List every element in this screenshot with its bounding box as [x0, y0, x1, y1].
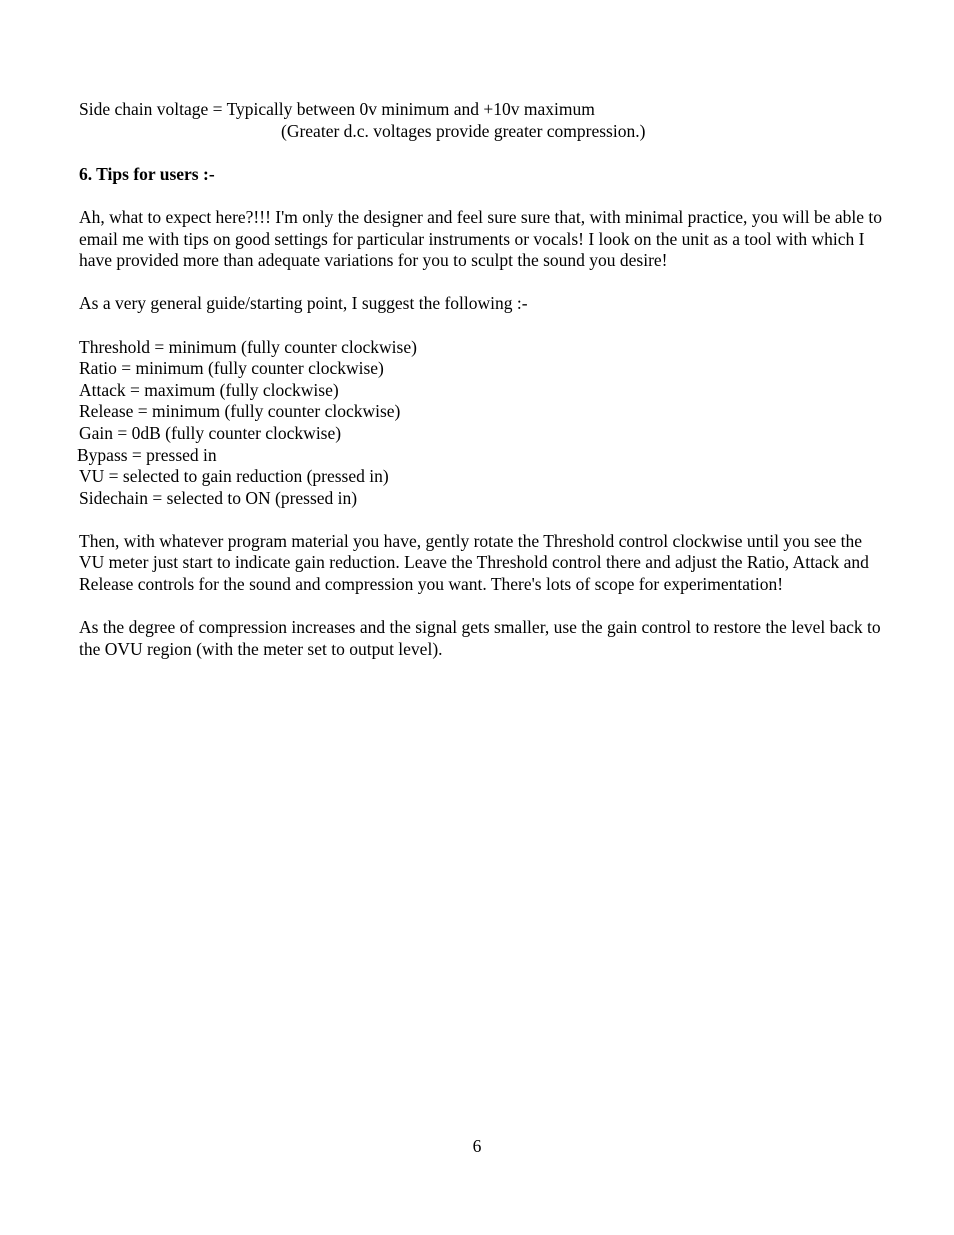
setting-gain: Gain = 0dB (fully counter clockwise) — [79, 422, 342, 443]
setting-sidechain: Sidechain = selected to ON (pressed in) — [79, 487, 358, 508]
settings-list — [79, 337, 889, 510]
setting-attack: Attack = maximum (fully clockwise) — [79, 379, 339, 400]
sidechain-voltage-note: (Greater d.c. voltages provide greater compression.) — [281, 120, 646, 141]
setting-release: Release = minimum (fully counter clockwise) — [79, 401, 401, 422]
setting-ratio: Ratio = minimum (fully counter clockwise) — [79, 358, 384, 379]
setting-threshold: Threshold = minimum (fully counter clockwise) — [79, 336, 417, 357]
compression-paragraph: As the degree of compression increases and the signal gets smaller, use the gain control to restore the level back to the OVU region (with the meter set to output level). — [79, 617, 881, 659]
then-paragraph: Then, with whatever program material you have, gently rotate the Threshold control clockwise until you see the VU meter just start to indicate gain reduction. Leave the Threshold control there and adjust the Ratio, Attack and Release controls for the sound and compression you want. There's lots of scope for experimentation! — [79, 530, 869, 595]
section-heading: 6. Tips for users :- — [79, 163, 215, 184]
setting-bypass: Bypass = pressed in — [77, 444, 217, 465]
document-page — [79, 99, 889, 660]
sidechain-voltage-line: Side chain voltage = Typically between 0v minimum and +10v maximum — [79, 99, 595, 119]
setting-vu: VU = selected to gain reduction (pressed in) — [79, 466, 389, 487]
intro-paragraph: Ah, what to expect here?!!! I'm only the designer and feel sure sure that, with minimal practice, you will be able to email me with tips on good settings for particular instruments or vocals! I look on the unit as a tool with which I have provided more than adequate variations for you to sculpt the sound you desire! — [79, 206, 883, 271]
guide-paragraph: As a very general guide/starting point, I suggest the following :- — [79, 293, 528, 314]
page-number: 6 — [472, 1136, 482, 1156]
